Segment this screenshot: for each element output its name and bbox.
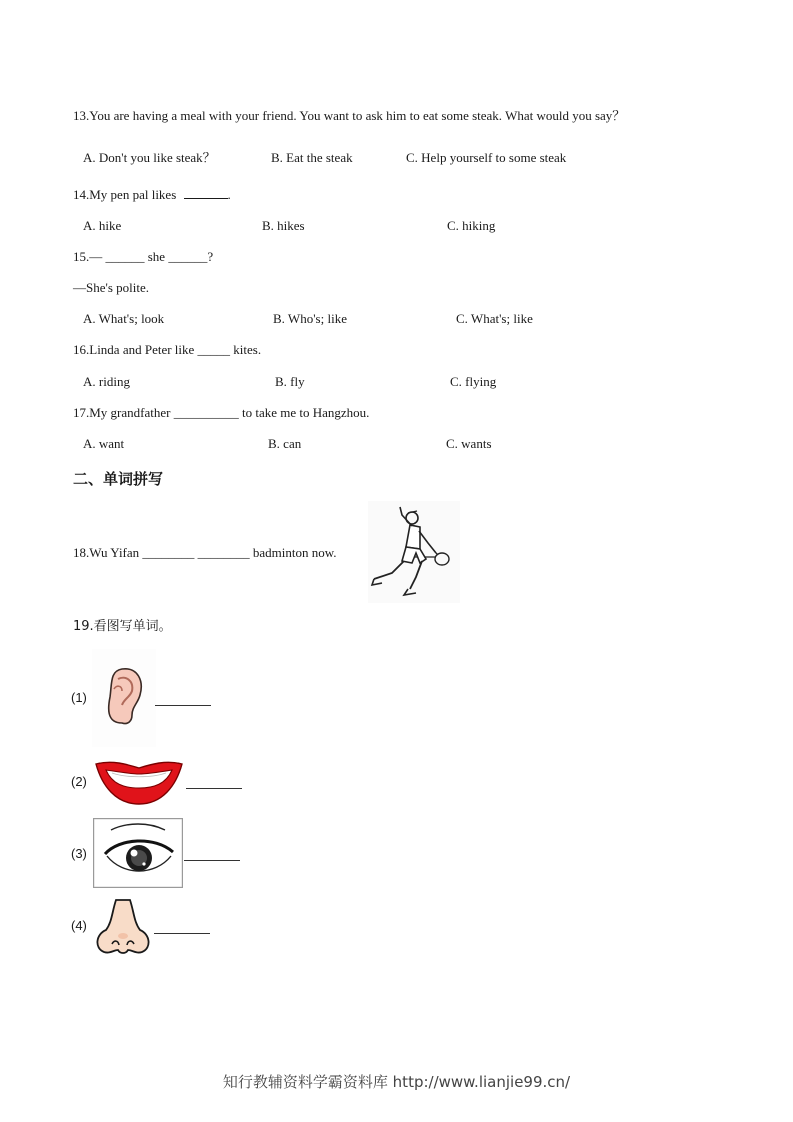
q14-option-b: B. hikes — [262, 218, 305, 233]
item-3-answer-blank[interactable] — [184, 860, 240, 861]
item-1-label: (1) — [71, 690, 87, 705]
q13-option-a: A. Don't you like steak？ — [83, 150, 216, 165]
q14-blank — [184, 186, 228, 199]
q14-stem — [73, 186, 231, 203]
q14-stem-text: 14.My pen pal likes — [73, 187, 177, 202]
item-4-answer-blank[interactable] — [154, 933, 210, 934]
q14-stem-end: . — [227, 187, 231, 202]
q15-reply: —She's polite. — [73, 280, 150, 295]
q15-stem: 15.— ______ she ______? — [73, 249, 214, 264]
section-2-title: 二、单词拼写 — [73, 470, 164, 488]
mouth-icon — [92, 756, 186, 808]
q15-option-a: A. What's; look — [83, 311, 165, 326]
item-2-answer-blank[interactable] — [186, 788, 242, 789]
eye-icon — [93, 818, 183, 888]
q13-stem: 13.You are having a meal with your friend. You want to ask him to eat some steak. What would you say？ — [73, 108, 626, 123]
q14-option-a: A. hike — [83, 218, 122, 233]
q16-stem: 16.Linda and Peter like _____ kites. — [73, 342, 262, 357]
q14-option-c: C. hiking — [447, 218, 496, 233]
q17-option-b: B. can — [268, 436, 302, 451]
q17-option-c: C. wants — [446, 436, 492, 451]
q15-option-c: C. What's; like — [456, 311, 533, 326]
item-2-label: (2) — [71, 774, 87, 789]
q13-option-b: B. Eat the steak — [271, 150, 353, 165]
item-1-answer-blank[interactable] — [155, 705, 211, 706]
footer-watermark: 知行教辅资料学霸资料库 http://www.lianjie99.cn/ — [222, 1073, 571, 1091]
q17-stem: 17.My grandfather __________ to take me to Hangzhou. — [73, 405, 370, 420]
q16-option-b: B. fly — [275, 374, 305, 389]
q16-option-c: C. flying — [450, 374, 497, 389]
q16-option-a: A. riding — [83, 374, 130, 389]
q19-stem: 19.看图写单词。 — [73, 619, 172, 634]
item-4-label: (4) — [71, 918, 87, 933]
ear-icon — [92, 649, 156, 747]
item-3-label: (3) — [71, 846, 87, 861]
q17-option-a: A. want — [83, 436, 125, 451]
q13-option-c: C. Help yourself to some steak — [406, 150, 567, 165]
nose-icon — [92, 896, 154, 958]
badminton-player-icon — [368, 501, 460, 603]
q15-option-b: B. Who's; like — [273, 311, 347, 326]
q18-stem: 18.Wu Yifan ________ ________ badminton now. — [73, 545, 337, 560]
